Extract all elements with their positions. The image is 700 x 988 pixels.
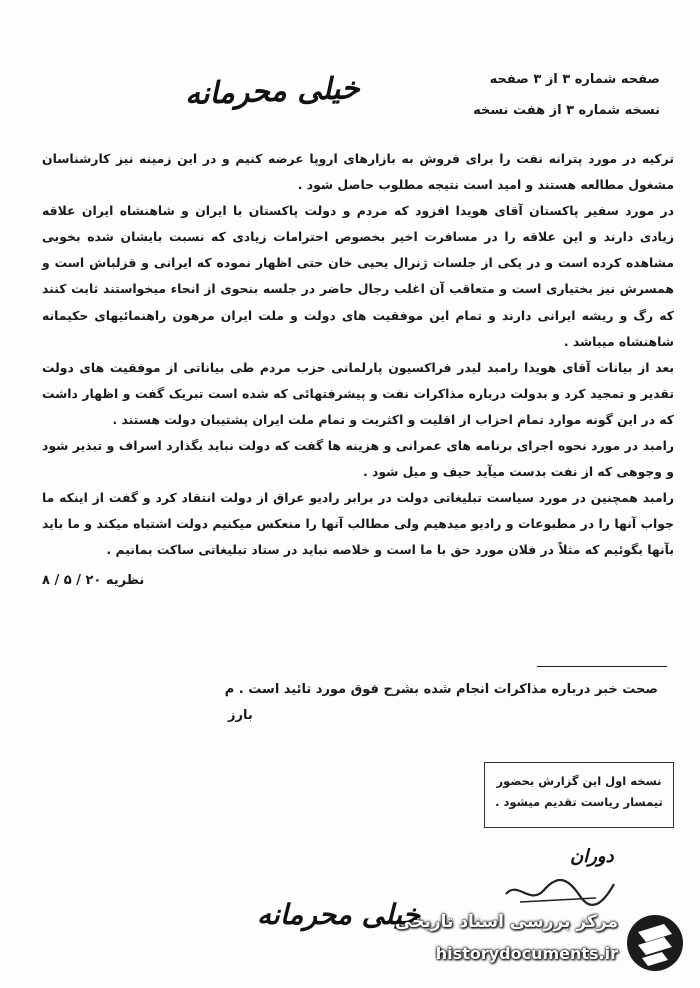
- handwritten-note: دوران: [570, 846, 614, 867]
- observation-line: نظریه ۲۰ / ۵ / ۸: [42, 572, 145, 588]
- paragraph-1: ترکیه در مورد پترانه نفت را برای فروش به بازارهای اروپا عرضه کنیم و در این زمینه نیز کارشناسان مشغول مطالعه هستند و امید است نتیجه مطلوب حاصل شود .: [42, 151, 674, 193]
- report-body: [42, 146, 674, 594]
- sender-codename: بارز: [228, 708, 253, 723]
- watermark-org-name: مرکز بررسی اسناد تاریخی: [395, 912, 618, 932]
- paragraph-2: در مورد سفیر پاکستان آقای هویدا افزود که مردم و دولت پاکستان با ایران و شاهنشاه ایران علاقه زیادی دارند و این علاقه را در مسافرت اخیر بخصوص احترامات زیادی که نسبت بایشان شده بخوبی مشاهده کرده است و در یکی از جلسات ژنرال یحیی خان حتی اظهار نموده که ایرانی و قزلباش است و همسرش نیز بختیاری است و متعاقب آن اغلب رجال حاضر در جلسه بنحوی از انحاء میخواستند ثابت کنند که رگ و ریشه ایرانی دارند و تمام این موفقیت های دولت و ملت ایران مرهون راهنمائیهای حکیمانه شاهنشاه میباشد .: [42, 203, 674, 349]
- observation-underline: [537, 666, 667, 667]
- verification-note: صحت خبر درباره مذاکرات انجام شده بشرح فوق مورد تائید است . م: [224, 682, 658, 697]
- watermark-site: historydocuments.ir: [435, 944, 618, 963]
- archive-logo-icon: [624, 912, 686, 974]
- copy-number-line: نسخه شماره ۳ از هفت نسخه: [473, 103, 660, 118]
- paragraph-3: بعد از بیانات آقای هویدا رامبد لیدر فراکسیون پارلمانی حزب مردم طی بیاناتی از موفقیت های دولت تقدیر و تمجید کرد و بدولت درباره مذاکرات نفت و پیشرفتهائی که شده است تبریک گفت و اظهار داشت که در این گونه موارد تمام احزاب از اقلیت و اکثریت و تمام ملت ایران پشتیبان دولت هستند .: [42, 359, 674, 427]
- paragraph-5: رامبد همچنین در مورد سیاست تبلیغاتی دولت در برابر رادیو عراق از دولت انتقاد کرد و گفت از اینکه ما جواب آنها را در مطبوعات و رادیو میدهیم ولی مطالب آنها را منعکس میکنیم دولت اشتباه میکند و ما باید بآنها بگوئیم که مثلاً در فلان مورد حق با ما است و خلاصه نباید در ستاد تبلیغاتی ساکت بمانیم .: [42, 490, 674, 558]
- distribution-stamp: [484, 762, 674, 828]
- paragraph-4: رامبد در مورد نحوه اجرای برنامه های عمرانی و هزینه ها گفت که دولت نباید بگذارد اسراف و تبذیر شود و وجوهی که از نفت بدست میآید حیف و میل شود .: [42, 438, 674, 480]
- stamp-line-2: تیمسار ریاست تقدیم میشود .: [495, 795, 663, 809]
- handwritten-classification-top: خیلی محرمانه: [184, 70, 361, 113]
- archive-watermark: [395, 906, 692, 980]
- stamp-line-1: نسخه اول این گزارش بحضور: [496, 774, 662, 788]
- handwritten-classification-bottom: خیلی محرمانه: [257, 898, 420, 931]
- page-number-line: صفحه شماره ۳ از ۳ صفحه: [489, 72, 660, 87]
